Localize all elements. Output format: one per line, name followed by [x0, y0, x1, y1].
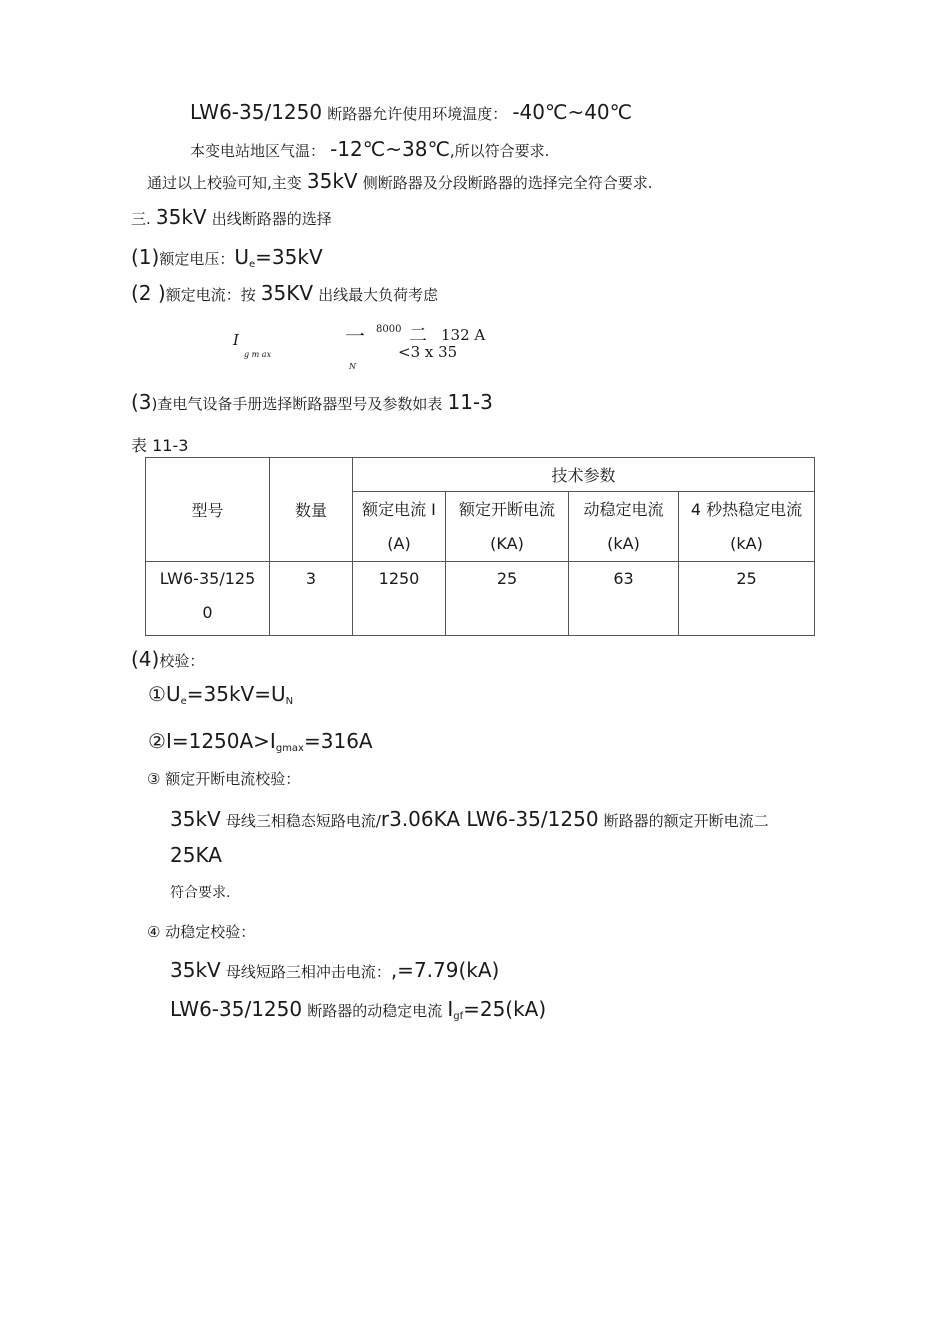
conclusion-voltage: 35kV: [306, 169, 358, 193]
line-conclusion: [147, 171, 652, 191]
table-reference-text: )查电气设备手册选择断路器型号及参数如表: [151, 395, 443, 413]
header-param-breaking-current: [446, 492, 569, 562]
rated-current-label: 额定电流：按: [165, 286, 256, 304]
check-4-breaker: LW6-35/1250: [170, 997, 303, 1021]
formula-numerator: 8000: [376, 324, 402, 335]
line-table-reference: [131, 392, 493, 412]
formula-denominator: <3 x 35: [398, 343, 458, 361]
rated-current-voltage: 35KV: [260, 281, 314, 305]
check-1-mark: ①: [148, 682, 166, 706]
line-local-temperature: [190, 139, 549, 159]
check-2-sub: gmax: [275, 743, 304, 754]
check-3-title: ③ 额定开断电流校验：: [147, 770, 301, 788]
check-1-value: =35kV=U: [186, 682, 286, 706]
formula-symbol-i: I: [233, 331, 239, 349]
header-quantity: 数量: [270, 458, 353, 562]
cell-model: [146, 562, 270, 636]
check-4-label: 母线短路三相冲击电流：: [225, 963, 391, 981]
formula-equals: 二: [409, 325, 427, 346]
check-4-breaker-label: 断路器的动稳定电流: [307, 1002, 443, 1020]
check-2-mark: ②: [148, 729, 166, 753]
conclusion-a: 通过以上校验可知,主变: [147, 174, 302, 192]
check-3-rated: 25KA: [170, 843, 222, 867]
check-3-line: [170, 809, 769, 829]
check-4-line-1: [170, 960, 499, 980]
param-unit: (kA): [730, 533, 763, 553]
param-name: 4 秒热稳定电流: [690, 499, 803, 519]
local-temp-conclusion: ,所以符合要求.: [449, 142, 550, 160]
table-row: [146, 562, 815, 636]
section-title: 出线断路器的选择: [211, 210, 332, 228]
ambient-label: 断路器允许使用环境温度：: [327, 105, 508, 123]
breaker-model: LW6-35/1250: [190, 100, 323, 124]
cell-rated-current: 1250: [353, 562, 446, 636]
table-reference-id: 11-3: [447, 390, 493, 414]
check-3-voltage: 35kV: [170, 807, 221, 831]
item-2-number: (2 ): [131, 281, 166, 305]
cell-thermal-current: 25: [679, 562, 815, 636]
ambient-range: -40℃~40℃: [512, 100, 633, 124]
rated-voltage-subscript: e: [249, 259, 256, 270]
check-title: 校验：: [159, 652, 205, 670]
cell-dynamic-current: 63: [569, 562, 679, 636]
header-param-rated-current: [353, 492, 446, 562]
header-param-dynamic-current: [569, 492, 679, 562]
check-2-value-a: I=1250A>I: [165, 729, 276, 753]
check-2: [148, 731, 373, 754]
check-3-value: r3.06KA LW6-35/1250: [380, 807, 599, 831]
check-2-value-b: =316A: [303, 729, 373, 753]
table-caption: 表 11-3: [131, 436, 189, 455]
check-4-value: ,=7.79(kA): [390, 958, 500, 982]
formula-result: 132 A: [441, 326, 486, 344]
item-3-number: (3: [131, 390, 152, 414]
check-3-label: 母线三相稳态短路电流/: [225, 812, 381, 830]
model-line-2: 0: [202, 603, 213, 622]
section-number: 三.: [131, 210, 151, 228]
formula-dash: 一: [345, 324, 365, 348]
check-1: [148, 684, 293, 707]
param-unit: (KA): [490, 533, 524, 553]
check-1-ue: U: [165, 682, 181, 706]
param-unit: (kA): [607, 533, 640, 553]
param-name: 动稳定电流: [583, 499, 664, 519]
section-heading: [131, 207, 332, 227]
check-4-rated-value: =25(kA): [463, 997, 547, 1021]
header-model: 型号: [146, 458, 270, 562]
model-line-1: LW6-35/125: [159, 569, 256, 588]
rated-current-desc: 出线最大负荷考虑: [318, 286, 439, 304]
header-param-thermal-current: [679, 492, 815, 562]
local-temp-range: -12℃~38℃: [330, 137, 450, 161]
line-rated-voltage: [131, 247, 323, 270]
check-3-breaker-label: 断路器的额定开断电流二: [603, 812, 769, 830]
formula-subscript-n: N: [349, 362, 356, 371]
check-4-title: ④ 动稳定校验：: [147, 923, 256, 941]
header-technical-params: 技术参数: [353, 458, 815, 492]
breaker-parameter-table: [145, 457, 815, 636]
table-header-row: [146, 458, 815, 492]
param-unit: (A): [387, 533, 411, 553]
check-4-line-2: [170, 999, 546, 1022]
cell-quantity: 3: [270, 562, 353, 636]
param-name: 额定开断电流: [458, 499, 555, 519]
rated-voltage-symbol: U: [234, 245, 249, 269]
local-temp-label: 本变电站地区气温：: [190, 142, 326, 160]
check-1-sub-e: e: [180, 696, 187, 707]
section-voltage: 35kV: [155, 205, 207, 229]
conclusion-b: 侧断路器及分段断路器的选择完全符合要求.: [362, 174, 653, 192]
check-4-sub: gf: [453, 1011, 464, 1022]
check-1-sub-n: N: [285, 696, 294, 707]
check-4-voltage: 35kV: [170, 958, 221, 982]
rated-voltage-value: =35kV: [255, 245, 323, 269]
line-rated-current: [131, 283, 438, 303]
item-1-number: (1): [131, 245, 160, 269]
check-4-symbol: I: [447, 997, 454, 1021]
rated-voltage-label: 额定电压：: [159, 250, 235, 268]
param-name: 额定电流 I: [362, 499, 436, 519]
check-heading: [131, 649, 204, 669]
cell-breaking-current: 25: [446, 562, 569, 636]
formula-subscript-gmax: g m ax: [244, 350, 272, 359]
line-ambient-temperature: [190, 102, 632, 122]
check-3-result: 符合要求.: [170, 885, 231, 901]
item-4-number: (4): [131, 647, 160, 671]
